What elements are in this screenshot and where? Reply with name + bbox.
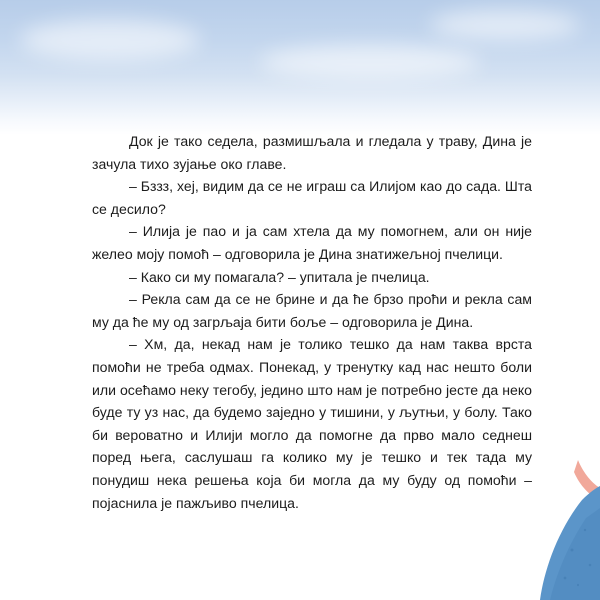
story-text xyxy=(92,130,532,514)
story-paragraph: – Рекла сам да се не брине и да ће брзо проћи и рекла сам му да ће му од загрљаја бити боље – одговорила је Дина. xyxy=(92,291,532,330)
story-paragraph: Док је тако седела, размишљала и гледала у траву, Дина је зачула тихо зујање око главе. xyxy=(92,133,532,172)
story-paragraph: – Илија је пао и ја сам хтела да му помогнем, али он није желео моју помоћ – одговорила је Дина знатижељној пчелици. xyxy=(92,223,532,262)
story-paragraph: – Бззз, хеј, видим да се не играш са Илијом као до сада. Шта се десило? xyxy=(92,178,532,217)
cloud-decoration xyxy=(260,45,480,80)
story-paragraph: – Хм, да, некад нам је толико тешко да нам таква врста помоћи не треба одмах. Понекад, у тренутку кад нас нешто боли или осећамо неку тегобу, једино што нам је потребно јесте да неко буде ту уз нас, да будемо заједно у тишини, у љутњи, у болу. Тако би вероватно и Илији могло да помогне да прво мало седнеш поред њега, саслушаш га колико му је тешко и тек тада му понудиш нека решења која би могла да му буду од помоћи – појаснила је пажљиво пчелица. xyxy=(92,336,532,511)
cloud-decoration xyxy=(430,10,580,40)
cloud-decoration xyxy=(20,20,200,60)
story-paragraph: – Како си му помагала? – упитала је пчелица. xyxy=(129,268,430,285)
character-illustration xyxy=(510,460,600,600)
